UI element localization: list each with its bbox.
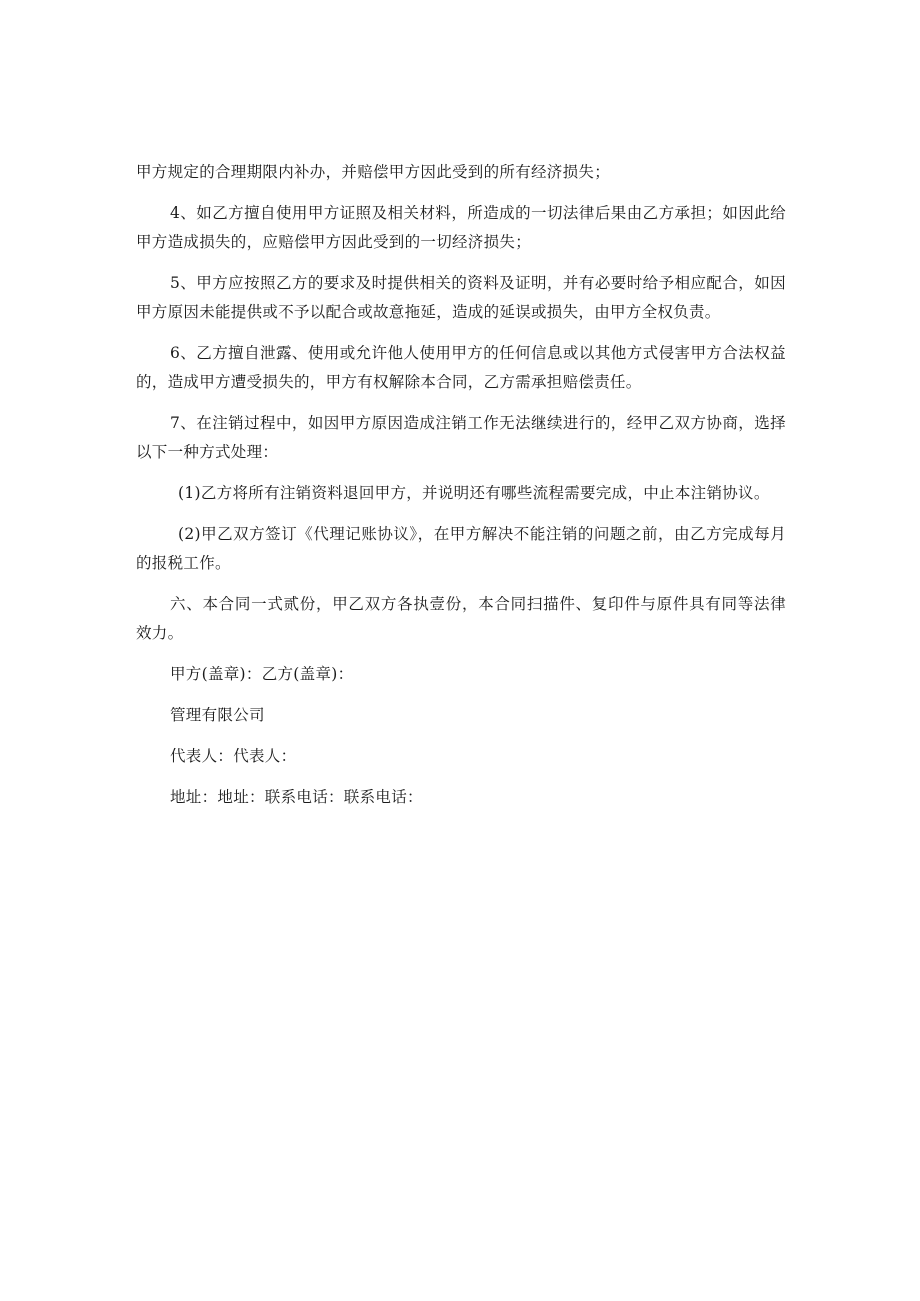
paragraph-option-1: (1)乙方将所有注销资料退回甲方，并说明还有哪些流程需要完成，中止本注销协议。 bbox=[178, 484, 770, 502]
paragraph-section-6: 六、本合同一式贰份，甲乙双方各执壹份，本合同扫描件、复印件与原件具有同等法律效力。 bbox=[136, 595, 786, 642]
paragraph-clause-7: 7、在注销过程中，如因甲方原因造成注销工作无法继续进行的，经甲乙双方协商，选择以下一种方式处理： bbox=[136, 414, 786, 461]
paragraph-option-2: (2)甲乙双方签订《代理记账协议》，在甲方解决不能注销的问题之前，由乙方完成每月的报税工作。 bbox=[136, 525, 786, 572]
paragraph-continuation: 甲方规定的合理期限内补办，并赔偿甲方因此受到的所有经济损失； bbox=[136, 163, 611, 181]
signature-parties: 甲方(盖章)：乙方(盖章)： bbox=[170, 665, 354, 683]
document-page bbox=[136, 158, 786, 824]
signature-company: 管理有限公司 bbox=[170, 706, 265, 724]
signature-representatives: 代表人：代表人： bbox=[170, 747, 297, 765]
paragraph-clause-6: 6、乙方擅自泄露、使用或允许他人使用甲方的任何信息或以其他方式侵害甲方合法权益的，造成甲方遭受损失的，甲方有权解除本合同，乙方需承担赔偿责任。 bbox=[136, 344, 786, 391]
paragraph-clause-4: 4、如乙方擅自使用甲方证照及相关材料，所造成的一切法律后果由乙方承担；如因此给甲方造成损失的，应赔偿甲方因此受到的一切经济损失； bbox=[136, 204, 786, 251]
signature-contacts: 地址：地址：联系电话：联系电话： bbox=[170, 788, 423, 806]
paragraph-clause-5: 5、甲方应按照乙方的要求及时提供相关的资料及证明，并有必要时给予相应配合，如因甲方原因未能提供或不予以配合或故意拖延，造成的延误或损失，由甲方全权负责。 bbox=[136, 274, 786, 321]
